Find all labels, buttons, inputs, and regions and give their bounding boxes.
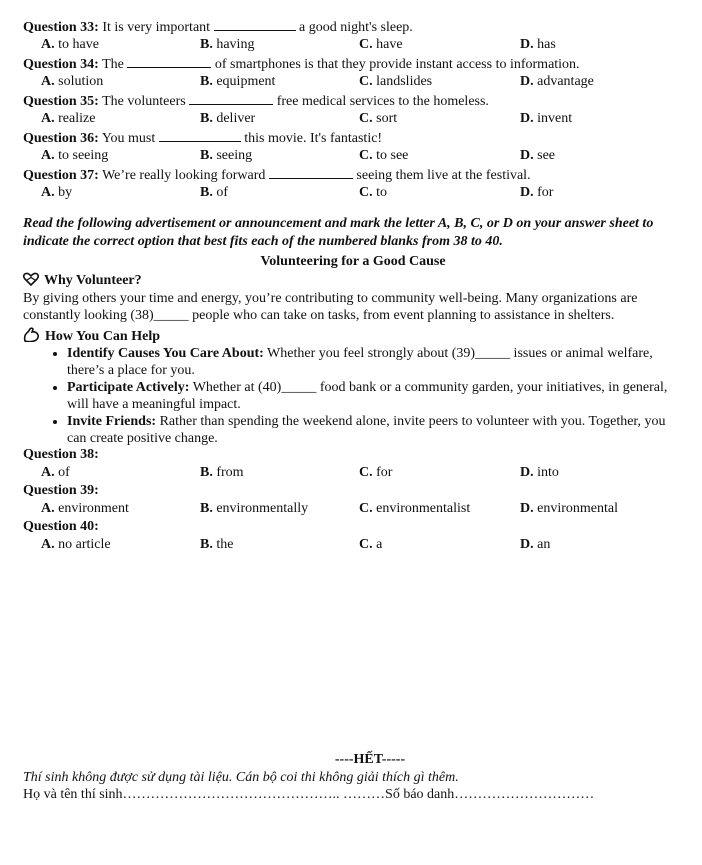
- question-block-36: [23, 129, 683, 166]
- why-paragraph: By giving others your time and energy, you’re contributing to community well-being. Many organizations are constantly looking (38)_____ people who can take on tasks, from event planning to assistance in shelters.: [23, 291, 638, 323]
- option-d: D. for: [520, 185, 554, 200]
- option-c: C. to see: [359, 148, 409, 163]
- option-d: D. into: [520, 465, 559, 480]
- stem-text: seeing them live at the festival.: [352, 168, 531, 183]
- option-d: D. invent: [520, 111, 573, 126]
- option-d: D. advantage: [520, 74, 594, 89]
- options-row: [23, 111, 683, 129]
- option-a: A. solution: [41, 74, 104, 89]
- why-volunteer-heading: [23, 272, 683, 290]
- options-row: [23, 74, 683, 92]
- answer-blank: [189, 92, 273, 105]
- stem-text: You must: [98, 131, 159, 146]
- help-list: [23, 345, 683, 447]
- option-b: B. the: [200, 537, 234, 552]
- end-mark: ----HẾT-----: [334, 752, 406, 767]
- option-b: B. of: [200, 185, 229, 200]
- section-instruction: Read the following advertisement or announcement and mark the letter A, B, C, or D on your answer sheet to indicate the correct option that best fits each of the numbered blanks from 38 to 40.: [23, 216, 654, 249]
- stem-text: The volunteers: [98, 94, 190, 109]
- option-a: A. by: [41, 185, 73, 200]
- option-c: C. to: [359, 185, 388, 200]
- list-item: • Identify Causes You Care About: Whether you feel strongly about (39)_____ issues or animal welfare, there’s a place for you.: [67, 345, 673, 379]
- question-block-39: [23, 483, 683, 519]
- question-stem: [23, 18, 683, 37]
- option-d: D. has: [520, 37, 556, 52]
- question-stem: [23, 92, 683, 111]
- option-a: A. to seeing: [41, 148, 109, 163]
- option-b: B. deliver: [200, 111, 256, 126]
- stem-text: a good night's sleep.: [295, 20, 413, 35]
- list-item: • Invite Friends: Rather than spending the weekend alone, invite peers to volunteer with you. Together, you can create positive change.: [67, 413, 673, 447]
- question-label: Question 35:: [23, 94, 99, 109]
- option-b: B. equipment: [200, 74, 276, 89]
- stem-text: this movie. It's fantastic!: [240, 131, 383, 146]
- option-c: C. landslides: [359, 74, 433, 89]
- option-c: C. sort: [359, 111, 398, 126]
- options-row: [23, 37, 683, 55]
- option-d: D. environmental: [520, 501, 618, 516]
- list-item: • Participate Actively: Whether at (40)_____ food bank or a community garden, your initiatives, in general, will have a meaningful impact.: [67, 379, 673, 413]
- stem-text: We’re really looking forward: [98, 168, 269, 183]
- stem-text: of smartphones is that they provide instant access to information.: [211, 57, 580, 72]
- answer-blank: [214, 18, 296, 31]
- options-row: [23, 501, 683, 519]
- question-label: Question 39:: [23, 483, 99, 498]
- option-b: B. having: [200, 37, 255, 52]
- option-b: B. seeing: [200, 148, 253, 163]
- question-block-34: [23, 55, 683, 92]
- question-label: Question 34:: [23, 57, 99, 72]
- stem-text: It is very important: [98, 20, 214, 35]
- question-label: Question 36:: [23, 131, 99, 146]
- ad-title: Volunteering for a Good Cause: [260, 254, 446, 269]
- question-block-37: [23, 166, 683, 203]
- question-label: Question 38:: [23, 447, 99, 462]
- question-block-33: [23, 18, 683, 55]
- question-label: Question 40:: [23, 519, 99, 534]
- options-row: [23, 148, 683, 166]
- heart-hands-icon: [23, 273, 44, 288]
- option-d: D. an: [520, 537, 551, 552]
- answer-blank: [127, 55, 211, 68]
- how-you-can-help-heading: [23, 327, 683, 345]
- answer-blank: [269, 166, 353, 179]
- footer-note: Thí sinh không được sử dụng tài liệu. Cán bộ coi thi không giải thích gì thêm.: [23, 770, 459, 785]
- question-stem: [23, 129, 683, 148]
- heading-text: Why Volunteer?: [44, 273, 142, 288]
- exam-page: [23, 18, 683, 555]
- candidate-info-line: Họ và tên thí sinh……………………………………….. ………Số báo danh…………………………: [23, 787, 595, 802]
- option-a: A. of: [41, 465, 70, 480]
- exam-footer: [23, 752, 683, 803]
- question-block-38: [23, 447, 683, 483]
- flexed-arm-icon: [23, 329, 45, 344]
- option-b: B. environmentally: [200, 501, 309, 516]
- heading-text: How You Can Help: [45, 329, 161, 344]
- question-label: Question 33:: [23, 20, 99, 35]
- option-c: C. environmentalist: [359, 501, 471, 516]
- option-a: A. realize: [41, 111, 96, 126]
- question-stem: [23, 166, 683, 185]
- option-a: A. to have: [41, 37, 99, 52]
- options-row: [23, 537, 683, 555]
- option-a: A. no article: [41, 537, 111, 552]
- option-a: A. environment: [41, 501, 129, 516]
- options-row: [23, 185, 683, 203]
- question-block-40: [23, 519, 683, 555]
- question-block-35: [23, 92, 683, 129]
- stem-text: The: [98, 57, 128, 72]
- option-d: D. see: [520, 148, 556, 163]
- question-label: Question 37:: [23, 168, 99, 183]
- answer-blank: [159, 129, 241, 142]
- stem-text: free medical services to the homeless.: [273, 94, 489, 109]
- option-b: B. from: [200, 465, 244, 480]
- option-c: C. a: [359, 537, 383, 552]
- options-row: [23, 465, 683, 483]
- option-c: C. for: [359, 465, 393, 480]
- question-stem: [23, 55, 683, 74]
- option-c: C. have: [359, 37, 403, 52]
